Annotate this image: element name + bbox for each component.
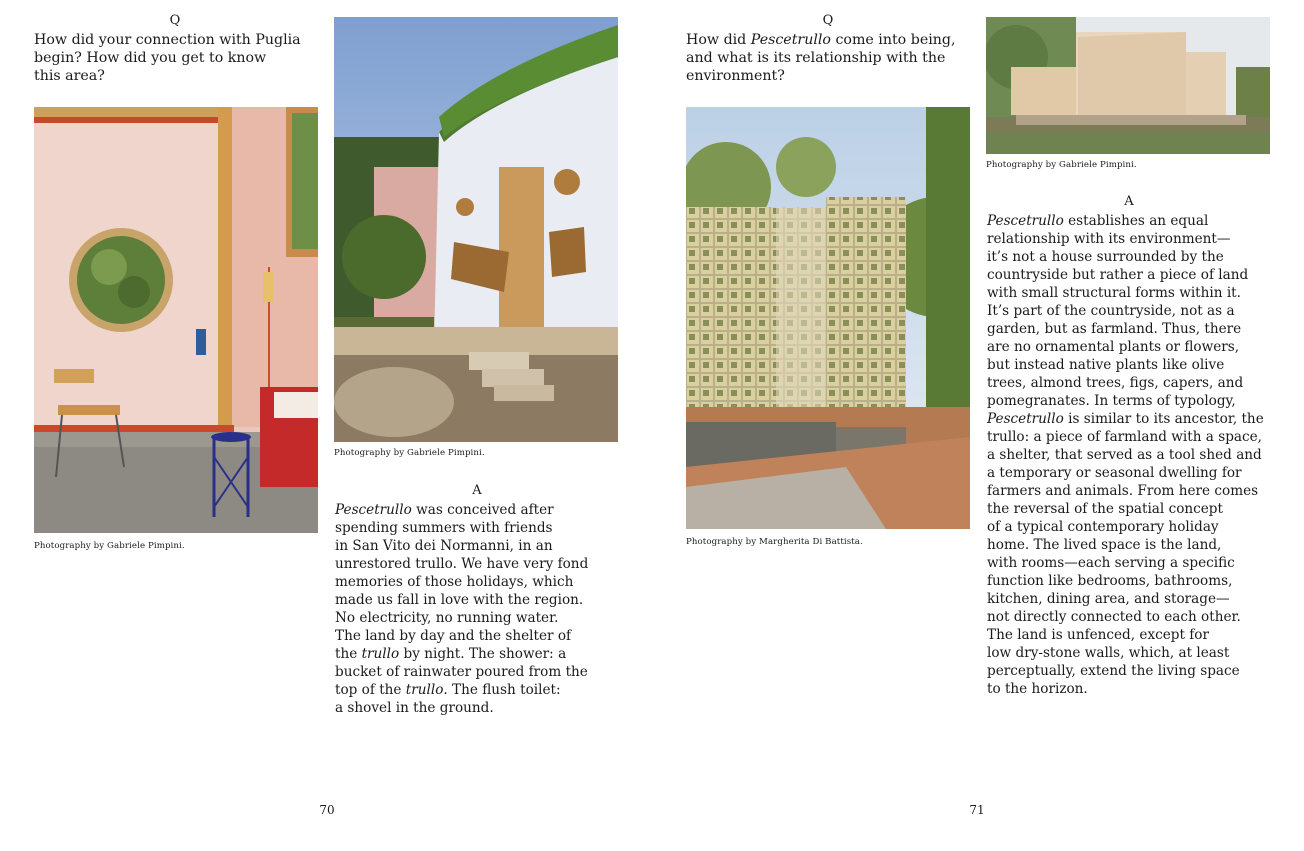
text-line: How did your connection with Puglia (34, 32, 301, 48)
text-line (987, 320, 1287, 338)
interior-room-photo (34, 107, 318, 533)
text-span: come into being, (830, 32, 956, 48)
page-number: 71 (969, 803, 985, 817)
text-line (686, 67, 976, 85)
text-line (987, 644, 1287, 662)
text-line (987, 680, 1287, 698)
construction-site-photo (986, 17, 1270, 154)
text-line (987, 230, 1287, 248)
text-line (987, 266, 1287, 284)
text-span: relationship with its environment— (987, 231, 1231, 247)
text-span: perceptually, extend the living space (987, 663, 1240, 679)
text-span: memories of those holidays, which (335, 574, 574, 590)
text-span: are no ornamental plants or flowers, (987, 339, 1240, 355)
text-span: bucket of rainwater poured from the (335, 664, 588, 680)
text-span: with rooms—each serving a specific (987, 555, 1235, 571)
text-line: begin? How did you get to know (34, 50, 267, 66)
italic-term: trullo (405, 682, 444, 698)
question-text (34, 31, 324, 85)
answer-marker: A (1124, 194, 1134, 209)
text-line (335, 681, 620, 699)
text-line (987, 608, 1287, 626)
text-span: is similar to its ancestor, the (1063, 411, 1264, 427)
question-text (686, 31, 976, 85)
text-line (987, 410, 1287, 428)
text-span: spending summers with friends (335, 520, 553, 536)
text-line (987, 626, 1287, 644)
italic-term: trullo (361, 646, 400, 662)
text-line (987, 554, 1287, 572)
white-house-exterior-photo (334, 17, 618, 442)
text-span: farmers and animals. From here comes (987, 483, 1259, 499)
photo-caption: Photography by Gabriele Pimpini. (334, 448, 485, 458)
text-line (987, 338, 1287, 356)
text-line (987, 572, 1287, 590)
text-span: it’s not a house surrounded by the (987, 249, 1224, 265)
text-line (335, 699, 620, 717)
text-line (987, 482, 1287, 500)
text-line (987, 374, 1287, 392)
text-span: . The flush toilet: (443, 682, 561, 698)
text-span: was conceived after (411, 502, 554, 518)
text-line (686, 31, 976, 49)
text-line (987, 590, 1287, 608)
photo-caption: Photography by Margherita Di Battista. (686, 537, 863, 547)
text-line: this area? (34, 68, 105, 84)
text-line (335, 663, 620, 681)
text-span: low dry-stone walls, which, at least (987, 645, 1230, 661)
text-line (987, 302, 1287, 320)
text-span: The land is unfenced, except for (987, 627, 1209, 643)
text-span: top of the (335, 682, 406, 698)
italic-term: Pescetrullo (335, 502, 412, 518)
text-line (987, 248, 1287, 266)
text-span: of a typical contemporary holiday (987, 519, 1219, 535)
text-span: home. The lived space is the land, (987, 537, 1222, 553)
text-span: a temporary or seasonal dwelling for (987, 465, 1242, 481)
text-line (335, 645, 620, 663)
italic-term: Pescetrullo (987, 213, 1064, 229)
italic-term: Pescetrullo (987, 411, 1064, 427)
page-number: 70 (319, 803, 335, 817)
text-span: It’s part of the countryside, not as a (987, 303, 1235, 319)
text-span: environment? (686, 68, 785, 84)
text-span: with small structural forms within it. (987, 285, 1241, 301)
text-span: the (335, 646, 362, 662)
text-span: the reversal of the spatial concept (987, 501, 1223, 517)
text-line (987, 212, 1287, 230)
text-span: kitchen, dining area, and storage— (987, 591, 1230, 607)
text-span: a shelter, that served as a tool shed and (987, 447, 1262, 463)
text-span: The land by day and the shelter of (335, 628, 572, 644)
text-span: No electricity, no running water. (335, 610, 559, 626)
text-line (335, 537, 620, 555)
text-span: in San Vito dei Normanni, in an (335, 538, 553, 554)
text-span: function like bedrooms, bathrooms, (987, 573, 1233, 589)
text-line (987, 662, 1287, 680)
text-line (987, 284, 1287, 302)
text-line (335, 555, 620, 573)
text-span: establishes an equal (1063, 213, 1209, 229)
text-span: and what is its relationship with the (686, 50, 946, 66)
text-span: trullo: a piece of farmland with a space, (987, 429, 1262, 445)
text-line (335, 627, 620, 645)
text-line (335, 519, 620, 537)
text-span: by night. The shower: a (399, 646, 567, 662)
text-span: made us fall in love with the region. (335, 592, 584, 608)
text-line (987, 356, 1287, 374)
question-marker: Q (169, 13, 181, 28)
text-span: How did (686, 32, 751, 48)
text-line (686, 49, 976, 67)
text-line (987, 500, 1287, 518)
text-line (335, 609, 620, 627)
text-line (987, 536, 1287, 554)
answer-text (987, 212, 1287, 698)
text-line (987, 464, 1287, 482)
text-span: but instead native plants like olive (987, 357, 1225, 373)
text-line (987, 392, 1287, 410)
text-span: countryside but rather a piece of land (987, 267, 1249, 283)
text-span: unrestored trullo. We have very fond (335, 556, 589, 572)
text-span: garden, but as farmland. Thus, there (987, 321, 1242, 337)
text-line (335, 501, 620, 519)
text-line (335, 591, 620, 609)
text-span: a shovel in the ground. (335, 700, 494, 716)
text-span: pomegranates. In terms of typology, (987, 393, 1236, 409)
mirror-cube-photo (686, 107, 970, 529)
text-line (987, 446, 1287, 464)
text-line (335, 573, 620, 591)
text-line (987, 518, 1287, 536)
photo-caption: Photography by Gabriele Pimpini. (986, 160, 1137, 170)
text-span: to the horizon. (987, 681, 1088, 697)
question-marker: Q (822, 13, 834, 28)
text-line (987, 428, 1287, 446)
text-span: not directly connected to each other. (987, 609, 1241, 625)
italic-term: Pescetrullo (750, 32, 831, 48)
text-span: trees, almond trees, figs, capers, and (987, 375, 1244, 391)
answer-marker: A (472, 483, 482, 498)
answer-text (335, 501, 620, 717)
photo-caption: Photography by Gabriele Pimpini. (34, 541, 185, 551)
